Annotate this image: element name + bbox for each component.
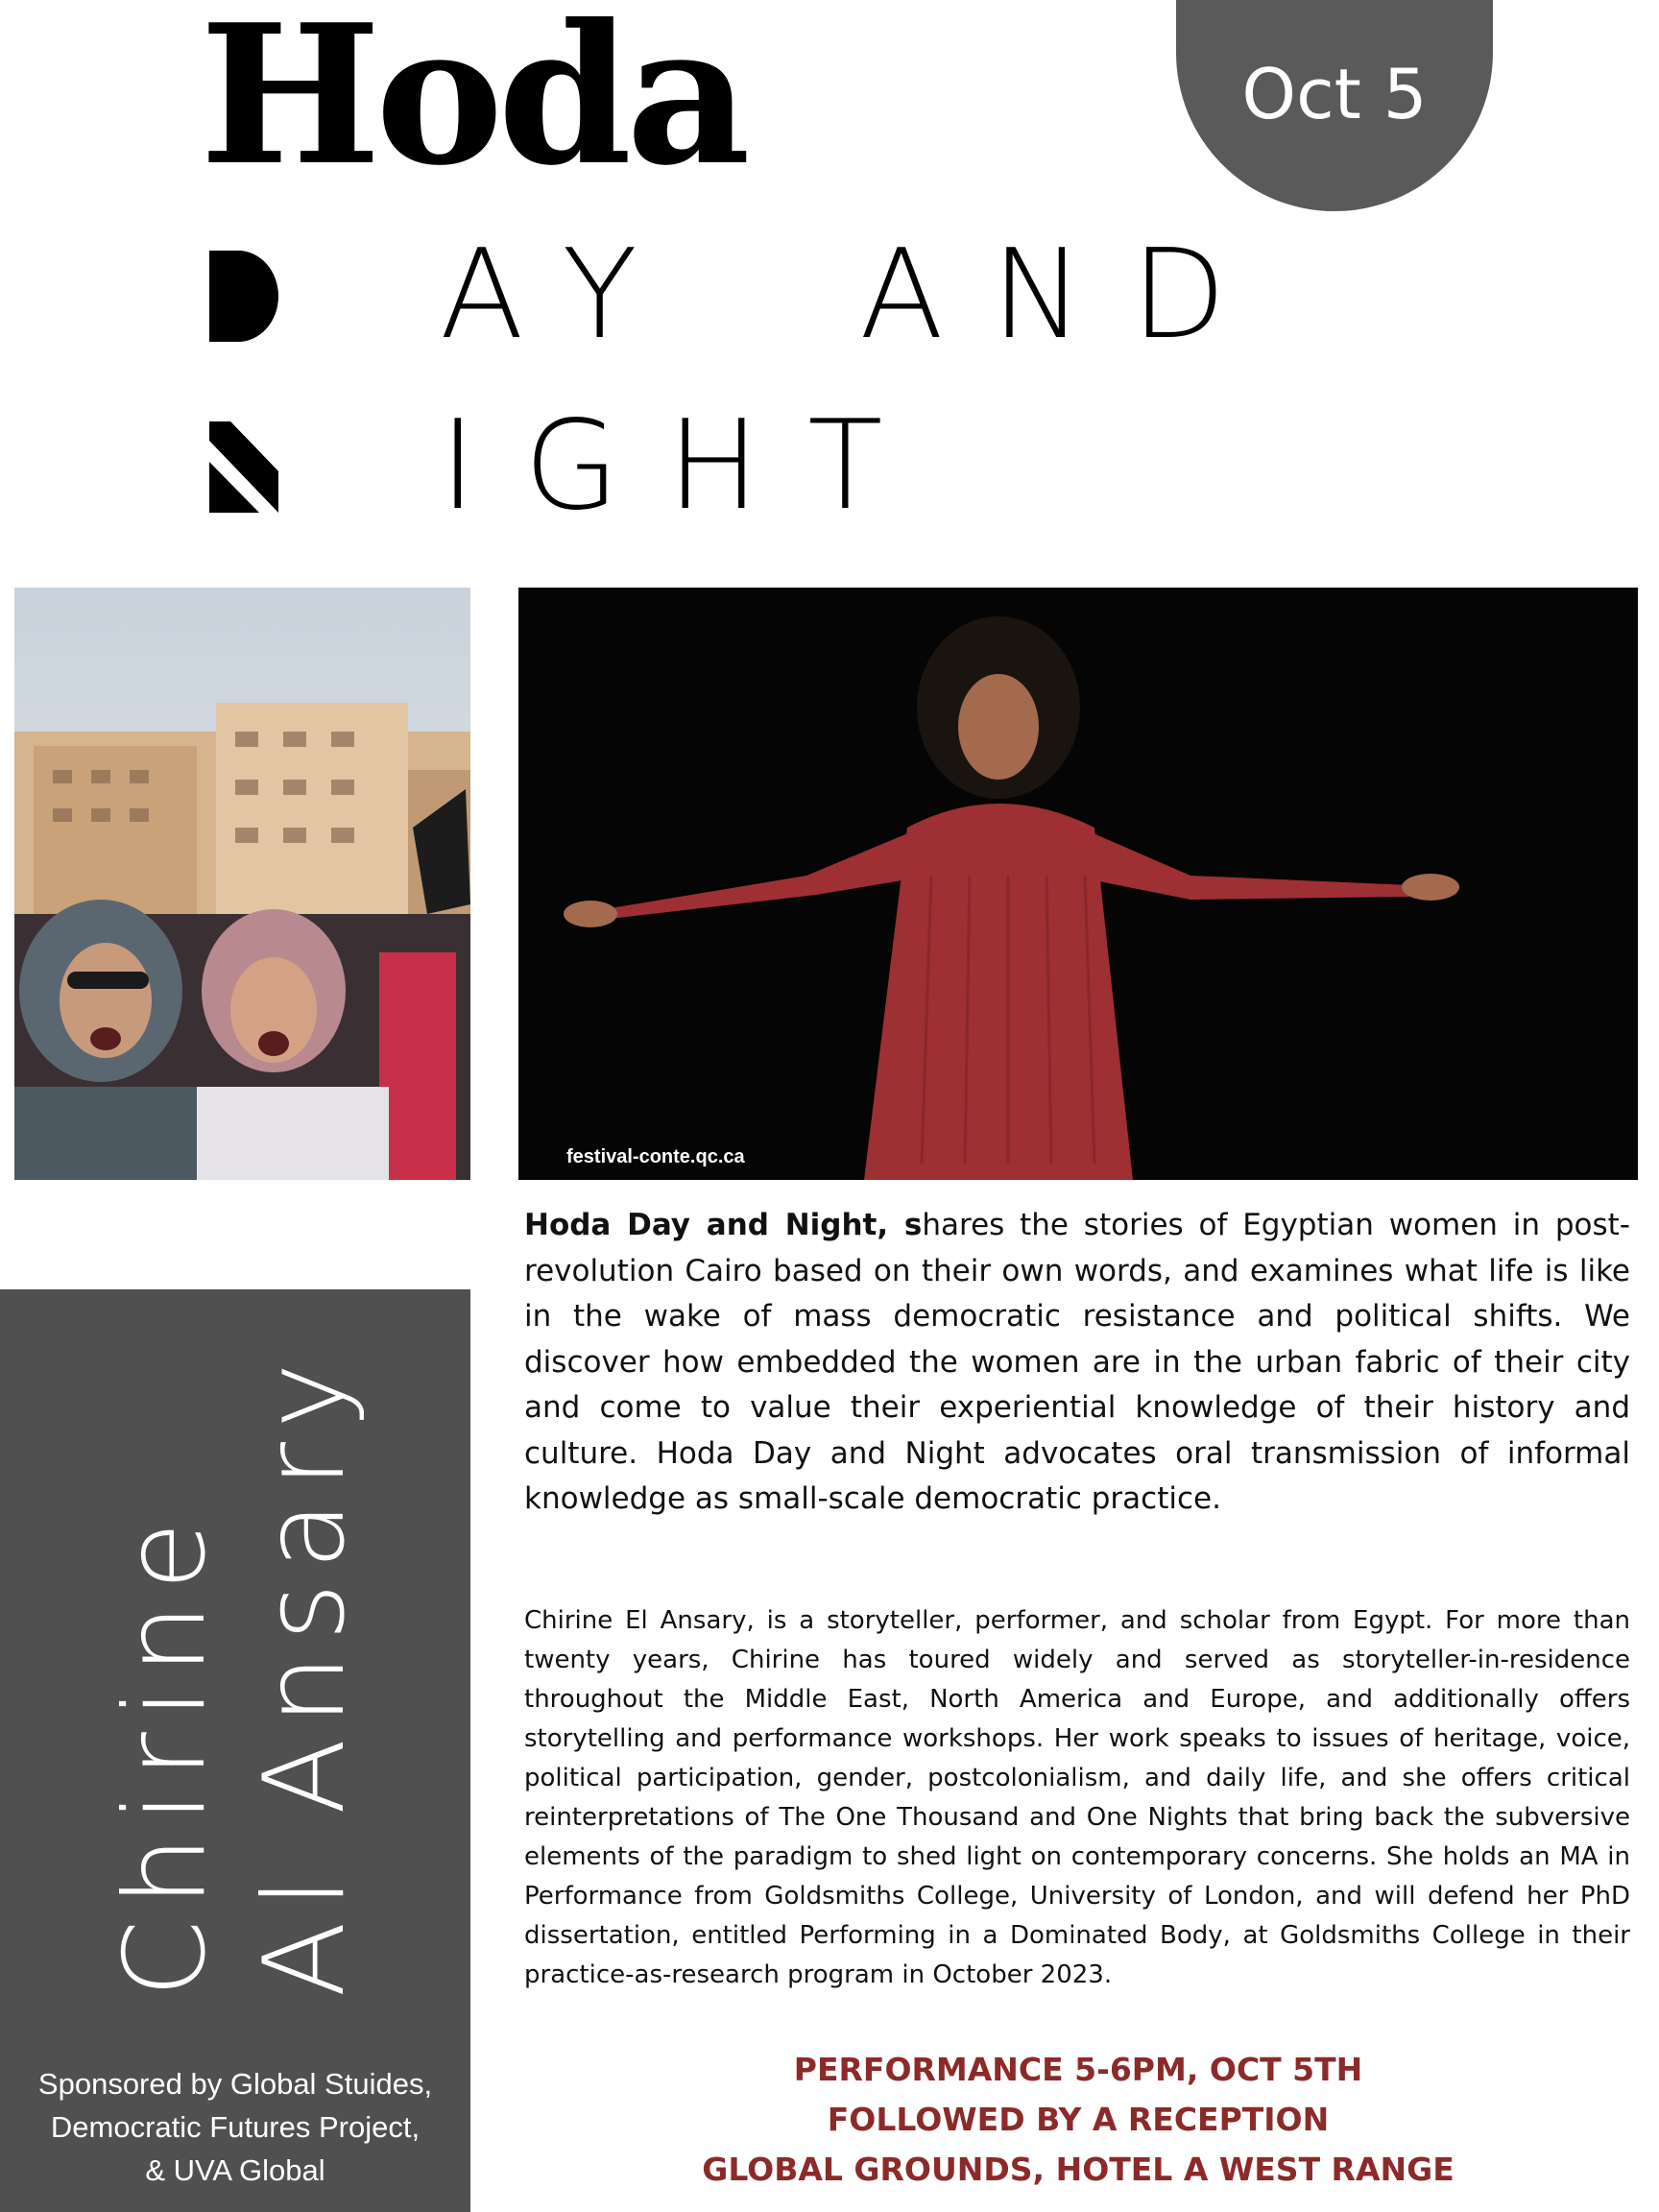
intro-body: hares the stories of Egyptian women in post-revolution Cairo based on their own words, and examines what life is like in the wake of mass democratic resistance and political shifts. We discover how embedded the women are in the urban fabric of their city and come to value their experiential knowledge of their history and culture. Hoda Day and Night advocates oral transmission of informal knowledge as small-scale democratic practice. xyxy=(524,1208,1630,1516)
title-row-day-and xyxy=(209,224,1275,367)
title-letters-day-and: AY AND xyxy=(440,224,1275,367)
photo-credit-caption: festival-conte.qc.ca xyxy=(566,1146,745,1167)
event-time-line: PERFORMANCE 5-6PM, OCT 5TH xyxy=(793,2051,1363,2088)
protest-photo xyxy=(14,588,470,1180)
protest-photo-illustration xyxy=(14,588,470,1180)
title-hoda: Hoda xyxy=(200,0,745,208)
performer-name-vertical xyxy=(96,1349,374,1997)
date-badge xyxy=(1176,0,1493,211)
date-badge-text: Oct 5 xyxy=(1241,54,1428,134)
sponsor-line: Sponsored by Global Stuides, xyxy=(37,2067,433,2101)
intro-paragraph xyxy=(524,1203,1630,1523)
title-letters-night: IGHT xyxy=(440,395,931,538)
sponsor-line: Democratic Futures Project, xyxy=(50,2110,421,2144)
performer-last-name: Al Ansary xyxy=(240,1349,370,1998)
stage-photo-illustration xyxy=(518,588,1638,1180)
bio-paragraph: Chirine El Ansary, is a storyteller, performer, and scholar from Egypt. For more than twenty years, Chirine has toured widely and served as storyteller-in-residence throughout the Middle East, North America and Europe, and additionally offers storytelling and performance workshops. Her work speaks to issues of heritage, voice, political participation, gender, postcolonialism, and daily life, and she offers critical reinterpretations of The One Thousand and One Nights that bring back the subversive elements of the paradigm to shed light on contemporary concerns. She holds an MA in Performance from Goldsmiths College, University of London, and will defend her PhD dissertation, entitled Performing in a Dominated Body, at Goldsmiths College in their practice-as-research program in October 2023. xyxy=(524,1606,1630,1989)
intro-lead-bold: Hoda Day and Night, s xyxy=(524,1208,923,1242)
performer-side-panel xyxy=(0,1289,470,2212)
performer-first-name: Chirine xyxy=(101,1508,230,1998)
n-block-glyph-icon xyxy=(209,421,278,513)
title-row-night xyxy=(209,395,931,538)
d-block-glyph-icon xyxy=(209,251,278,342)
event-reception-line: FOLLOWED BY A RECEPTION xyxy=(827,2101,1330,2138)
sponsor-line: & UVA Global xyxy=(145,2153,325,2187)
event-details xyxy=(518,2045,1638,2195)
sponsor-credits xyxy=(0,2062,470,2192)
event-location-line: GLOBAL GROUNDS, HOTEL A WEST RANGE xyxy=(702,2151,1455,2188)
stage-performance-photo xyxy=(518,588,1638,1180)
